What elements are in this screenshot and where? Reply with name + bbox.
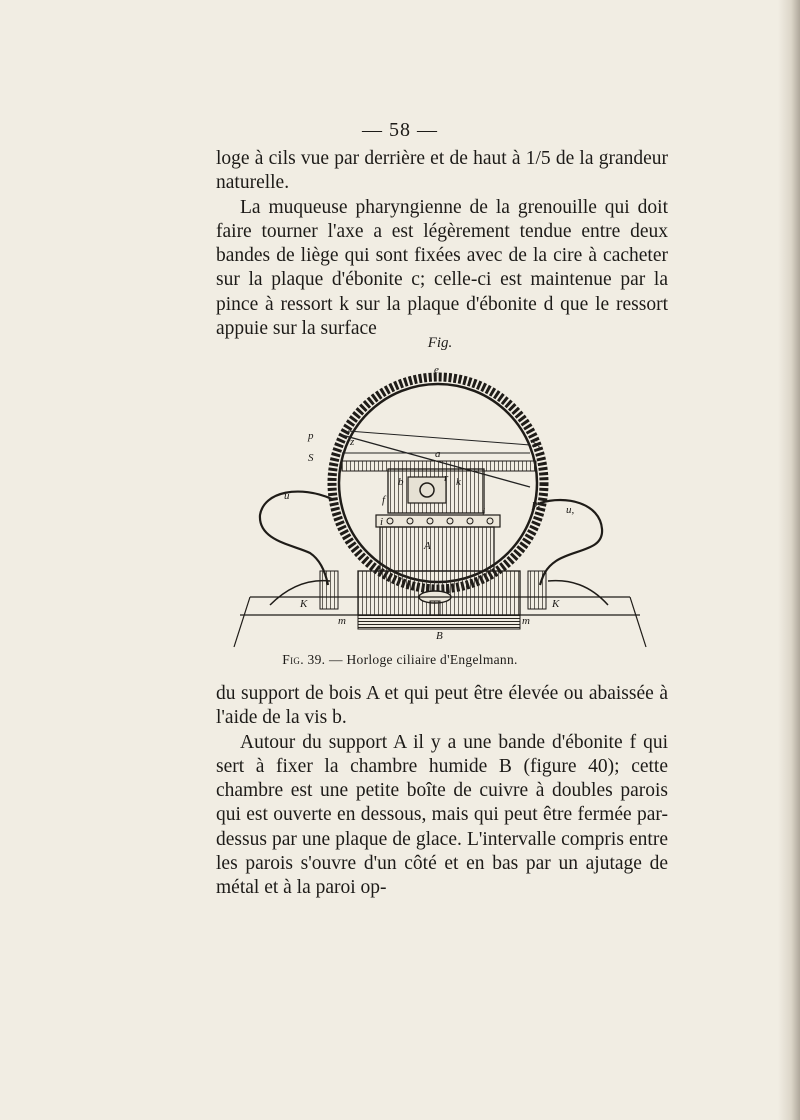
fig-letter: e [434,364,439,376]
fig-letter: B [436,630,443,642]
fig-letter: S [308,452,314,464]
caption-number: Fig. 39. [282,652,326,667]
page-edge-shadow [778,0,800,1120]
fig-letter: i [380,516,384,528]
figure-ciliary-clock [230,335,650,653]
fig-letter: f [382,494,386,506]
paragraph: La muqueuse pharyngienne de la grenouille qui doit faire tourner l'axe a est légèrement tendue entre deux bandes de liège qui sont fixées avec de la cire à cacheter sur la plaque d'ébonite c; celle-ci est maintenue par la pince à ressort k sur la plaque d'ébonite d que le ressort appuie sur la surface [216,196,668,340]
fig-letter: K [552,598,560,610]
caption-title: — Horloge ciliaire d'Engelmann. [329,652,518,667]
text-block-top [216,147,668,341]
fig-letter: p, [532,498,541,510]
fig-letter: m [338,615,346,627]
paragraph: loge à cils vue par derrière et de haut à 1/5 de la grandeur naturelle. [216,148,668,194]
page-number: — 58 — [362,119,438,141]
fig-letter: K [300,598,308,610]
fig-letter: k [456,476,461,488]
figure-label: Fig. [427,335,453,351]
fig-letter: m [522,615,530,627]
fig-letter: p [308,430,314,442]
engraving-ciliary-clock [230,335,650,653]
fig-letter: u [284,490,290,502]
fig-letter: z [350,436,355,448]
fig-letter: A [424,540,431,552]
support-block [380,527,494,571]
paragraph: Autour du support A il y a une bande d'ébonite f qui sert à fixer la chambre humide B (figure 40); cette chambre est une petite boîte de cuivre à doubles parois qui est ouverte en dessous, mais qui peut être fermée par-dessus par une plaque de glace. L'intervalle compris entre les parois s'ouvre d'un côté et en bas par un ajutage de métal et à la paroi op- [216,731,668,899]
fig-letter: a [435,448,441,460]
fig-letter: u, [566,504,575,516]
fig-letter: i [482,506,486,518]
fig-letter: r [444,472,449,484]
figure-caption [0,652,800,668]
paragraph: du support de bois A et qui peut être élevée ou abaissée à l'aide de la vis b. [216,683,668,729]
text-block-bottom [216,682,668,901]
fig-letter: S, [532,438,541,450]
fig-letter: b [398,476,404,488]
